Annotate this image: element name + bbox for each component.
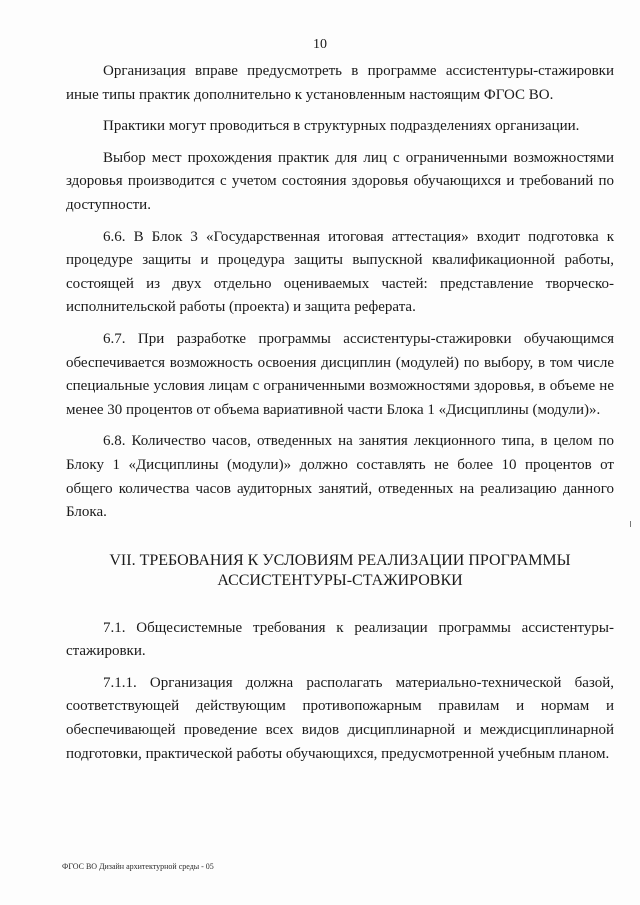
- page-footer: ФГОС ВО Дизайн архитектурной среды - 05: [62, 862, 214, 871]
- paragraph: Практики могут проводиться в структурных подразделениях организации.: [103, 118, 580, 135]
- page-number: 10: [313, 37, 327, 52]
- paragraph-6-8: 6.8. Количество часов, отведенных на занятия лекционного типа, в целом по Блоку 1 «Дисциплины (модули)» должно составлять не более 10 процентов от общего количества часов аудиторных занятий, отведенных на реализацию данного Блока.: [66, 433, 614, 521]
- paragraph: Выбор мест прохождения практик для лиц с ограниченными возможностями здоровья производится с учетом состояния здоровья обучающихся и требований по доступности.: [66, 149, 614, 213]
- section-heading-line-1: VII. ТРЕБОВАНИЯ К УСЛОВИЯМ РЕАЛИЗАЦИИ ПРОГРАММЫ: [109, 551, 571, 569]
- paragraph: Организация вправе предусмотреть в программе ассистентуры-стажировки иные типы практик дополнительно к установленным настоящим ФГОС ВО.: [66, 63, 614, 103]
- section-heading: [66, 551, 614, 591]
- paragraph-6-7: 6.7. При разработке программы ассистентуры-стажировки обучающимся обеспечивается возможность освоения дисциплин (модулей) по выбору, в том числе специальные условия лицам с ограниченными возможностями здоровья, в объеме не менее 30 процентов от объема вариативной части Блока 1 «Дисциплины (модули)».: [66, 330, 614, 418]
- scan-mark: [630, 521, 631, 527]
- paragraph-7-1: 7.1. Общесистемные требования к реализации программы ассистентуры-стажировки.: [66, 619, 614, 660]
- section-heading-line-2: АССИСТЕНТУРЫ-СТАЖИРОВКИ: [217, 571, 463, 589]
- paragraph-7-1-1: 7.1.1. Организация должна располагать материально-технической базой, соответствующей действующим противопожарным правилам и нормам и обеспечивающей проведение всех видов дисциплинарной и междисциплинарной подготовки, практической работы обучающихся, предусмотренной учебным планом.: [66, 674, 614, 762]
- paragraph-6-6: 6.6. В Блок 3 «Государственная итоговая аттестация» входит подготовка к процедуре защиты и процедура защиты выпускной квалификационной работы, состоящей из двух отдельно оцениваемых частей: представление творческо-исполнительской работы (проекта) и защита реферата.: [66, 228, 614, 316]
- document-body: [66, 60, 614, 774]
